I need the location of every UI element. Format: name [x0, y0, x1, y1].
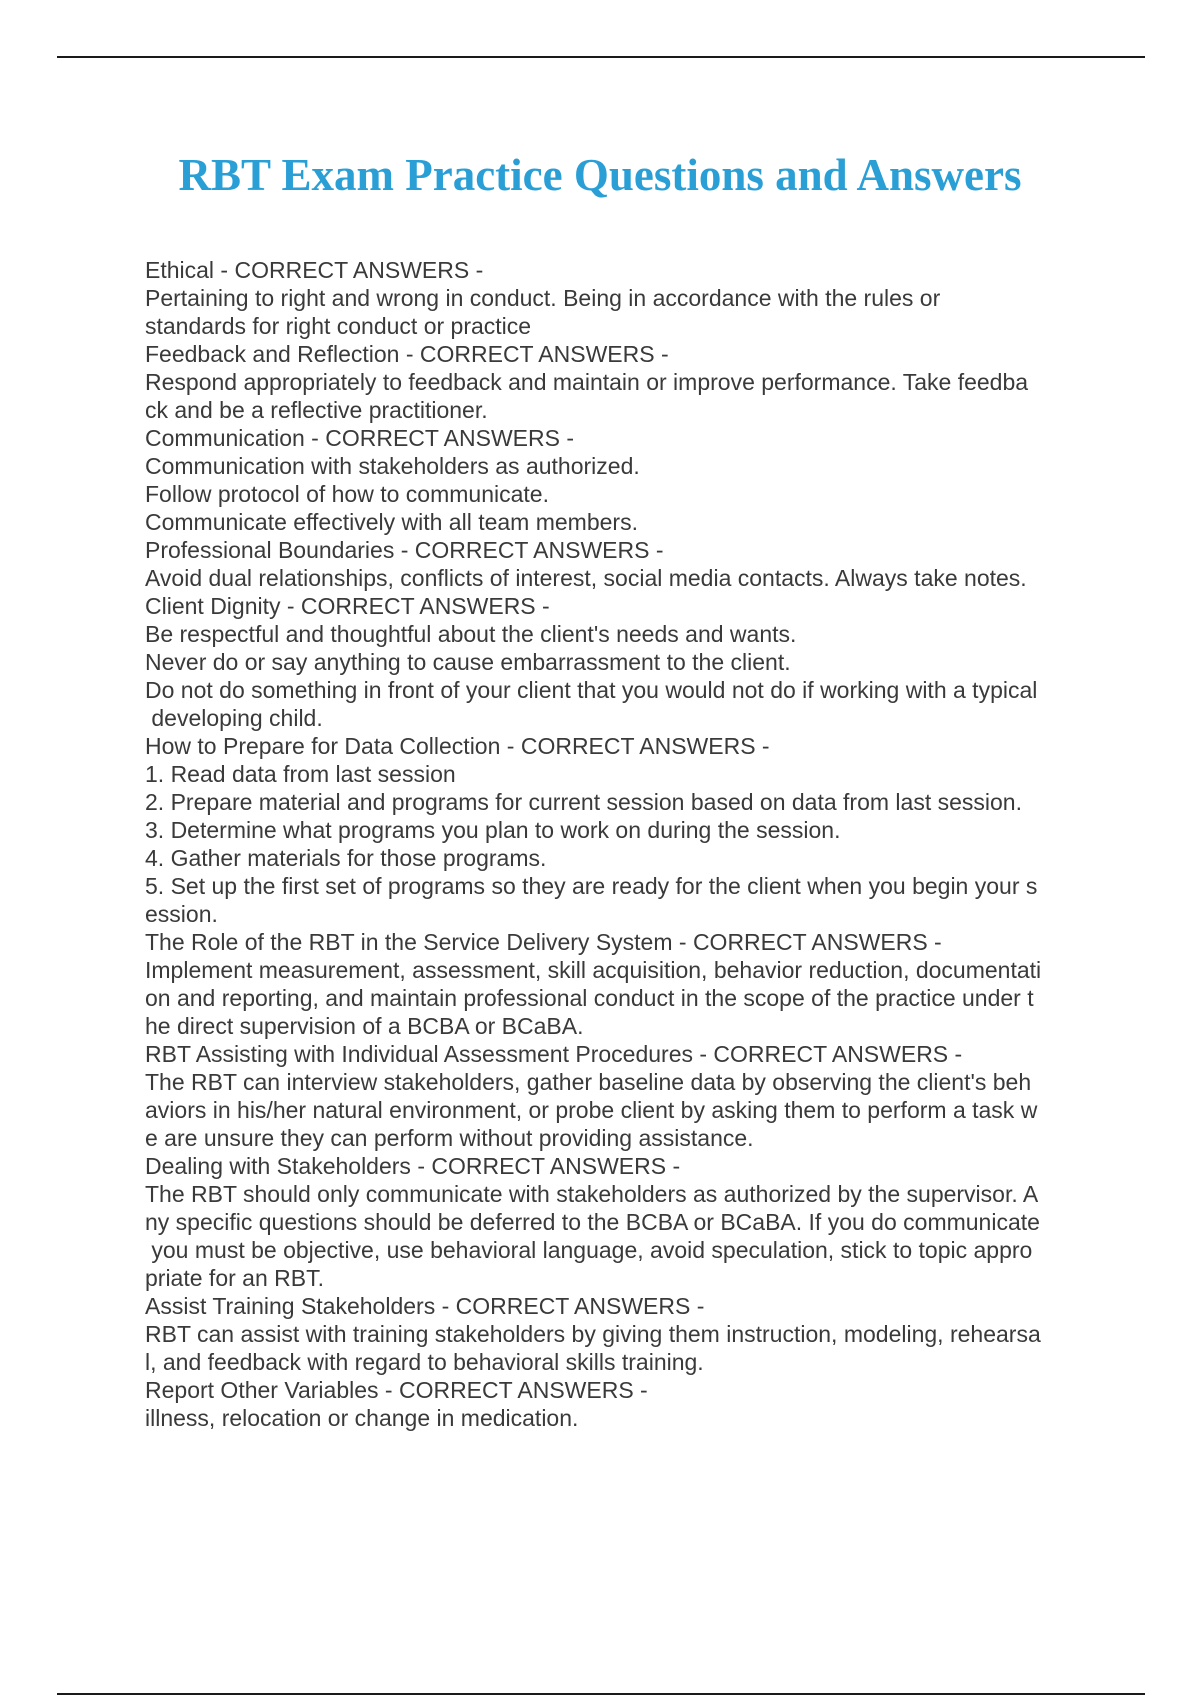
- body-line: Implement measurement, assessment, skill acquisition, behavior reduction, documentati: [145, 957, 1042, 983]
- body-line: 4. Gather materials for those programs.: [145, 845, 547, 871]
- body-line: Never do or say anything to cause embarrassment to the client.: [145, 649, 791, 675]
- body-line: Client Dignity - CORRECT ANSWERS -: [145, 593, 550, 619]
- body-line: Respond appropriately to feedback and maintain or improve performance. Take feedba: [145, 369, 1029, 395]
- body-line: Follow protocol of how to communicate.: [145, 481, 549, 507]
- body-line: he direct supervision of a BCBA or BCaBA.: [145, 1013, 584, 1039]
- body-line: Pertaining to right and wrong in conduct. Being in accordance with the rules or: [145, 285, 941, 311]
- body-line: 2. Prepare material and programs for current session based on data from last session.: [145, 789, 1022, 815]
- body-line: Professional Boundaries - CORRECT ANSWERS -: [145, 537, 664, 563]
- body-line: The RBT can interview stakeholders, gather baseline data by observing the client's beh: [145, 1069, 1032, 1095]
- body-line: ession.: [145, 901, 218, 927]
- body-line: ck and be a reflective practitioner.: [145, 397, 488, 423]
- body-line: RBT Assisting with Individual Assessment Procedures - CORRECT ANSWERS -: [145, 1041, 963, 1067]
- body-line: developing child.: [145, 705, 323, 731]
- bottom-rule: [57, 1693, 1145, 1695]
- body-line: aviors in his/her natural environment, or probe client by asking them to perform a task w: [145, 1097, 1038, 1123]
- body-line: e are unsure they can perform without providing assistance.: [145, 1125, 754, 1151]
- body-line: The RBT should only communicate with stakeholders as authorized by the supervisor. A: [145, 1181, 1039, 1207]
- document-body: [145, 256, 1095, 1432]
- body-line: on and reporting, and maintain professional conduct in the scope of the practice under t: [145, 985, 1034, 1011]
- body-line: Communication with stakeholders as authorized.: [145, 453, 640, 479]
- body-line: Do not do something in front of your client that you would not do if working with a typical: [145, 677, 1038, 703]
- body-line: you must be objective, use behavioral language, avoid speculation, stick to topic appro: [145, 1237, 1033, 1263]
- body-line: How to Prepare for Data Collection - CORRECT ANSWERS -: [145, 733, 770, 759]
- body-line: 3. Determine what programs you plan to work on during the session.: [145, 817, 841, 843]
- body-line: 5. Set up the first set of programs so they are ready for the client when you begin your s: [145, 873, 1038, 899]
- body-line: Communicate effectively with all team members.: [145, 509, 638, 535]
- body-line: Communication - CORRECT ANSWERS -: [145, 425, 574, 451]
- body-line: The Role of the RBT in the Service Delivery System - CORRECT ANSWERS -: [145, 929, 942, 955]
- body-line: Be respectful and thoughtful about the client's needs and wants.: [145, 621, 797, 647]
- body-line: illness, relocation or change in medication.: [145, 1405, 579, 1431]
- body-line: l, and feedback with regard to behavioral skills training.: [145, 1349, 704, 1375]
- body-line: Report Other Variables - CORRECT ANSWERS -: [145, 1377, 648, 1403]
- body-line: 1. Read data from last session: [145, 761, 456, 787]
- body-line: standards for right conduct or practice: [145, 313, 532, 339]
- body-line: ny specific questions should be deferred to the BCBA or BCaBA. If you do communicate: [145, 1209, 1040, 1235]
- body-line: Avoid dual relationships, conflicts of interest, social media contacts. Always take notes.: [145, 565, 1027, 591]
- body-line: priate for an RBT.: [145, 1265, 324, 1291]
- body-line: RBT can assist with training stakeholders by giving them instruction, modeling, rehearsa: [145, 1321, 1041, 1347]
- document-title: RBT Exam Practice Questions and Answers: [178, 150, 1022, 200]
- body-line: Feedback and Reflection - CORRECT ANSWERS -: [145, 341, 669, 367]
- body-line: Assist Training Stakeholders - CORRECT ANSWERS -: [145, 1293, 705, 1319]
- top-rule: [57, 56, 1145, 58]
- body-line: Dealing with Stakeholders - CORRECT ANSWERS -: [145, 1153, 681, 1179]
- body-line: Ethical - CORRECT ANSWERS -: [145, 257, 484, 283]
